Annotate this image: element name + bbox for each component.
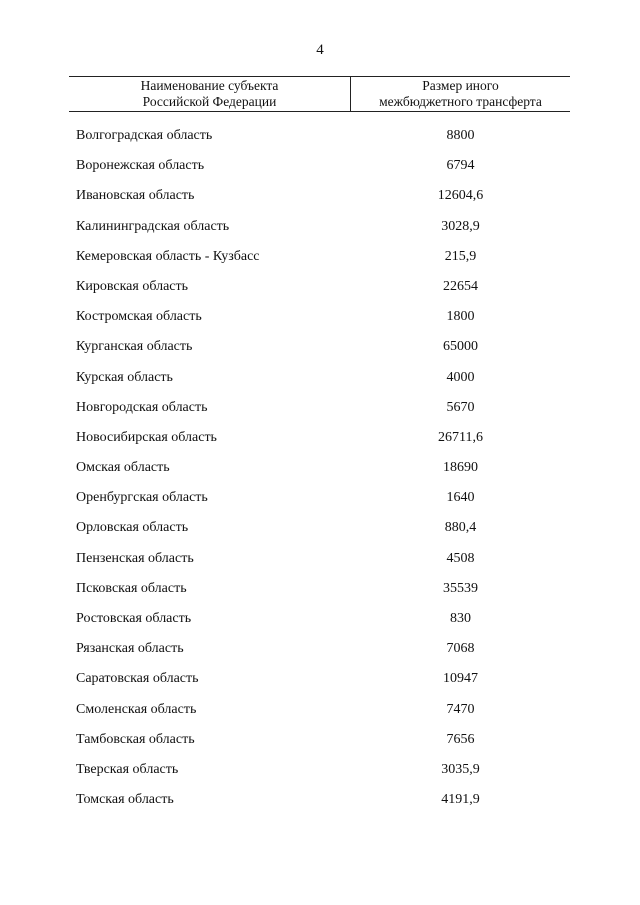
transfer-amount: 6794 [446, 158, 475, 174]
transfer-amount: 8800 [446, 128, 475, 143]
subject-name: Смоленская область [76, 701, 197, 717]
table-row [69, 550, 570, 580]
transfer-amount: 12604,6 [437, 188, 484, 204]
page-number: 4 [316, 42, 324, 58]
table-row [69, 399, 570, 429]
transfer-amount: 18690 [443, 460, 478, 476]
subject-name: Кемеровская область - Кузбасс [76, 248, 260, 264]
subject-name: Воронежская область [76, 158, 205, 174]
transfer-amount: 26711,6 [438, 429, 483, 445]
table-header [69, 76, 570, 112]
table-row [69, 489, 570, 519]
table-row [69, 248, 570, 278]
transfer-amount: 3035,9 [441, 761, 480, 777]
transfer-amount: 880,4 [444, 520, 477, 536]
subject-name: Саратовская область [76, 671, 199, 687]
subject-name: Кировская область [76, 278, 189, 294]
subject-name: Калининградская область [76, 218, 230, 234]
table-row [69, 369, 570, 399]
table-row [69, 580, 570, 610]
subject-name: Новгородская область [76, 399, 208, 415]
subject-name: Томская область [76, 792, 174, 808]
table-row [69, 127, 570, 157]
subject-name: Оренбургская область [76, 490, 208, 506]
table-row [69, 187, 570, 217]
subject-name: Тамбовская область [76, 731, 195, 747]
transfer-amount: 4508 [446, 550, 475, 566]
transfer-amount: 35539 [443, 580, 478, 596]
transfer-amount: 22654 [443, 278, 478, 294]
subject-name: Новосибирская область [76, 429, 217, 445]
transfer-amount: 3028,9 [441, 218, 480, 234]
transfer-amount: 215,9 [444, 248, 477, 264]
subject-name: Ростовская область [76, 611, 192, 626]
table-row [69, 218, 570, 248]
table-row [69, 429, 570, 459]
transfer-amount: 7470 [446, 701, 475, 717]
header-transfer-amount [351, 78, 570, 110]
table-row [69, 791, 570, 821]
subject-name: Тверская область [76, 761, 179, 777]
table-row [69, 670, 570, 700]
transfer-amount: 4191,9 [441, 792, 480, 808]
transfer-amount: 10947 [443, 671, 478, 687]
subject-name: Ивановская область [76, 188, 195, 204]
table-row [69, 338, 570, 368]
transfer-table [69, 76, 570, 808]
table-row [69, 640, 570, 670]
table-row [69, 308, 570, 338]
transfer-amount: 7656 [446, 731, 475, 747]
transfer-amount: 830 [450, 611, 471, 626]
table-row [69, 278, 570, 308]
subject-name: Рязанская область [76, 641, 184, 657]
transfer-amount: 1800 [446, 309, 475, 325]
table-row [69, 731, 570, 761]
subject-name: Орловская область [76, 520, 189, 536]
header-subject-name-line2: Российской Федерации [142, 94, 277, 109]
header-transfer-amount-line1: Размер иного [422, 78, 499, 93]
header-subject-name [69, 78, 350, 110]
transfer-amount: 1640 [446, 490, 475, 506]
table-body [69, 127, 570, 821]
transfer-amount: 65000 [443, 339, 478, 355]
subject-name: Костромская область [76, 309, 202, 325]
table-row [69, 701, 570, 731]
transfer-amount: 7068 [446, 641, 475, 657]
table-row [69, 519, 570, 549]
subject-name: Омская область [76, 460, 170, 476]
transfer-amount: 5670 [446, 399, 475, 415]
table-row [69, 459, 570, 489]
table-row [69, 761, 570, 791]
table-row [69, 610, 570, 640]
subject-name: Курганская область [76, 339, 193, 355]
transfer-amount: 4000 [446, 369, 475, 385]
subject-name: Псковская область [76, 580, 187, 596]
header-transfer-amount-line2: межбюджетного трансферта [379, 94, 542, 109]
subject-name: Пензенская область [76, 550, 194, 566]
header-subject-name-line1: Наименование субъекта [140, 78, 279, 93]
subject-name: Курская область [76, 369, 173, 385]
subject-name: Волгоградская область [76, 128, 213, 143]
table-row [69, 157, 570, 187]
